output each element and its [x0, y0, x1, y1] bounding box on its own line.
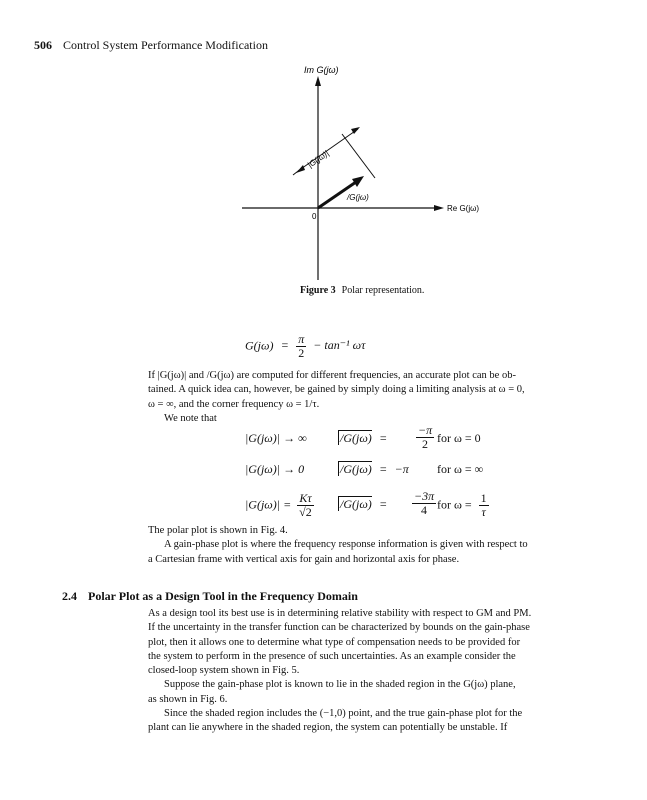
row3-condition-denominator: τ [481, 505, 486, 519]
row3-equals: = [379, 497, 387, 511]
row2-magnitude: |G(jω)| → 0 [245, 462, 305, 476]
text-line: As a design tool its best use is in determining relative stability with respect to GM and PM. [148, 608, 532, 619]
row1-condition: for ω = 0 [437, 431, 481, 445]
angle-label: /G(jω) [347, 193, 369, 202]
paragraph-design-tool [148, 607, 580, 736]
section-title: Polar Plot as a Design Tool in the Frequency Domain [88, 589, 358, 603]
row3-magnitude-lhs: |G(jω)| = [245, 497, 292, 512]
running-title: Control System Performance Modification [63, 38, 268, 52]
row1-angle [338, 431, 392, 446]
text-line: as shown in Fig. 6. [148, 693, 228, 705]
imaginary-axis-arrowhead [315, 76, 321, 86]
page-header [34, 38, 268, 53]
equation-numerator: π [298, 332, 305, 346]
equation-denominator: 2 [298, 346, 305, 360]
row3-angle-value [412, 490, 436, 517]
row3-angle [338, 497, 392, 512]
text-line: Since the shaded region includes the (−1,0) point, and the true gain-phase plot for the [164, 708, 523, 720]
row3-magnitude [245, 492, 314, 519]
row1-angle-symbol: /G(jω) [340, 431, 372, 445]
real-axis-arrowhead [434, 205, 444, 211]
figure-caption-text: Polar representation. [341, 285, 425, 296]
row3-condition [437, 492, 489, 519]
origin-label: 0 [312, 212, 317, 221]
phase-equation [245, 333, 365, 360]
equation-lhs: G(jω) [245, 338, 274, 353]
text-line: plot, then it allows one to determine what type of compensation needs to be provided for [148, 636, 521, 648]
text-line: If the uncertainty in the transfer function can be characterized by bounds on the gain-phase [148, 622, 530, 634]
magnitude-tick-end [342, 134, 375, 178]
text-line: tained. A quick idea can, however, be gained by simply doing a limiting analysis at ω = 0, [148, 384, 525, 396]
row3-angle-symbol: /G(jω) [340, 497, 372, 511]
equation-fraction [296, 333, 306, 360]
text-line: A gain-phase plot is where the frequency response information is given with respect to [164, 539, 528, 551]
text-line: Suppose the gain-phase plot is known to lie in the shaded region in the G(jω) plane, [164, 679, 516, 691]
row1-angle-value [416, 424, 434, 451]
equation-equals: = [281, 338, 289, 353]
text-line: plant can lie anywhere in the shaded region, the system can potentially be unstable. If [148, 722, 508, 734]
row1-numerator: −π [418, 423, 433, 437]
row2-angle-value: −π [394, 462, 409, 476]
magnitude-arrowhead-start [296, 165, 305, 173]
text-line: the system to perform in the presence of such uncertainties. As an example consider the [148, 650, 516, 662]
real-axis-label: Re G(jω) [447, 204, 480, 213]
row2-angle [338, 462, 409, 477]
row3-magnitude-denominator: √2 [299, 505, 312, 519]
section-number: 2.4 [62, 589, 77, 603]
figure-caption-label: Figure 3 [300, 285, 336, 296]
row2-condition: for ω = ∞ [437, 462, 484, 476]
text-line: a Cartesian frame with vertical axis for gain and horizontal axis for phase. [148, 553, 460, 565]
row1-equals: = [379, 431, 387, 445]
row3-magnitude-numerator: Kτ [297, 492, 314, 506]
figure-caption [300, 285, 424, 296]
row3-denominator: 4 [421, 503, 428, 517]
section-heading [62, 589, 358, 604]
row3-condition-numerator: 1 [480, 491, 487, 505]
page-number: 506 [34, 38, 52, 52]
row2-equals: = [379, 462, 387, 476]
text-line: We note that [164, 412, 217, 424]
paragraph-gain-phase [148, 524, 580, 567]
row2-angle-symbol: /G(jω) [340, 462, 372, 476]
text-line: closed-loop system shown in Fig. 5. [148, 665, 300, 677]
imaginary-axis-label: Im G(jω) [304, 65, 339, 75]
text-line: If |G(jω)| and /G(jω) are computed for different frequencies, an accurate plot can be ob- [148, 370, 516, 381]
text-line: The polar plot is shown in Fig. 4. [148, 525, 288, 536]
row3-condition-fraction [479, 492, 489, 519]
paragraph-limiting-analysis [148, 369, 580, 426]
row3-magnitude-fraction [297, 492, 314, 519]
row1-denominator: 2 [422, 437, 429, 451]
row3-numerator: −3π [414, 489, 435, 503]
row3-condition-lhs: for ω = [437, 497, 472, 512]
polar-representation-figure [230, 62, 480, 282]
vector-arrowhead [352, 176, 364, 187]
row1-magnitude: |G(jω)| → ∞ [245, 431, 307, 445]
equation-rest: − tan⁻¹ ωτ [313, 338, 366, 353]
magnitude-label: |G(jω)| [305, 148, 331, 170]
text-line: ω = ∞, and the corner frequency ω = 1/τ. [148, 398, 320, 410]
